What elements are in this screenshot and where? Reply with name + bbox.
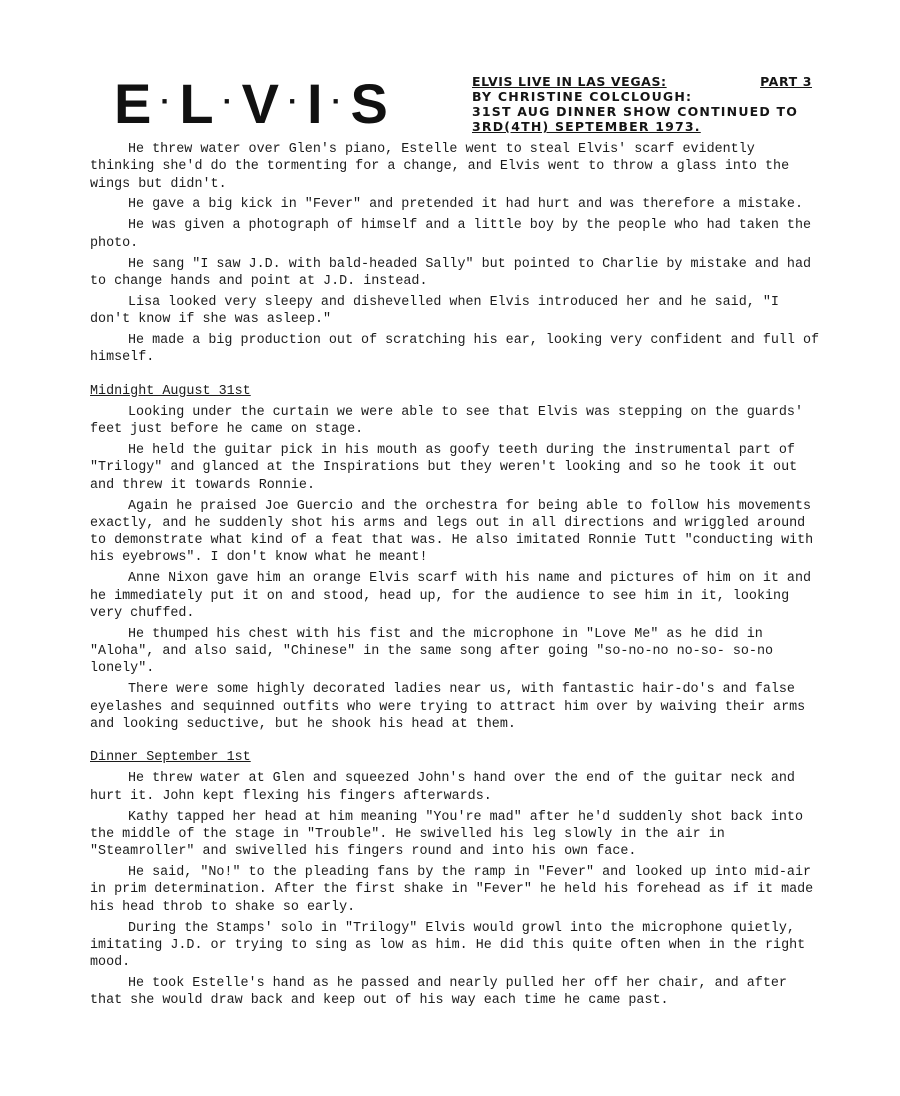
- article-title: ELVIS LIVE IN LAS VEGAS:: [472, 74, 667, 89]
- elvis-logo: [112, 72, 391, 135]
- paragraph: Anne Nixon gave him an orange Elvis scarf with his name and pictures of him on it and he immediately put it on and stood, head up, for the audience to see him in it, looking very chuffed.: [90, 571, 812, 621]
- paragraph: He sang "I saw J.D. with bald-headed Sally" but pointed to Charlie by mistake and had to change hands and point at J.D. instead.: [90, 256, 812, 289]
- paragraph: Looking under the curtain we were able to see that Elvis was stepping on the guards' feet just before he came on stage.: [90, 404, 803, 438]
- article-date: 3RD(4TH) SEPTEMBER 1973.: [472, 119, 701, 134]
- logo-letter: V: [241, 72, 280, 135]
- paragraph: He was given a photograph of himself and a little boy by the people who had taken the photo.: [90, 218, 812, 251]
- paragraph: Kathy tapped her head at him meaning "You're mad" after he'd suddenly shot back into the middle of the stage in "Trouble". He swivelled his leg slowly in the air in "Steamroller" and swivelled his fingers round and into his own face.: [90, 809, 803, 860]
- paragraph: He said, "No!" to the pleading fans by the ramp in "Fever" and looked up into mid-air in prim determination. After the first shake in "Fever" he held his forehead as if it made his head throb to shake so early.: [90, 865, 814, 915]
- article-title-line: [472, 74, 812, 89]
- paragraph: During the Stamps' solo in "Trilogy" Elvis would growl into the microphone quietly, imitating J.D. or trying to sing as low as him. He did this quite often when in the right mood.: [90, 920, 806, 971]
- article-byline: BY CHRISTINE COLCLOUGH:: [472, 89, 693, 104]
- paragraph: He threw water at Glen and squeezed John's hand over the end of the guitar neck and hurt it. John kept flexing his fingers afterwards.: [90, 771, 795, 804]
- paragraph: There were some highly decorated ladies near us, with fantastic hair-do's and false eyelashes and sequinned outfits who were trying to attract him over by waiving their arms and looking seductive, but he shook his head at them.: [90, 682, 806, 732]
- logo-letter: E: [114, 72, 153, 135]
- paragraph: He took Estelle's hand as he passed and nearly pulled her off her chair, and after that she would draw back and keep out of his way each time he came past.: [90, 976, 787, 1009]
- paragraph: He gave a big kick in "Fever" and pretended it had hurt and was therefore a mistake.: [128, 197, 803, 213]
- section-heading-midnight: Midnight August 31st: [90, 383, 251, 399]
- logo-separator: ·: [160, 85, 172, 118]
- logo-letter: I: [306, 72, 324, 135]
- article-subtitle: 31ST AUG DINNER SHOW CONTINUED TO: [472, 104, 799, 119]
- paragraph: He threw water over Glen's piano, Estelle went to steal Elvis' scarf evidently thinking she'd do the tormenting for a change, and Elvis went to throw a glass into the wings but didn't.: [90, 142, 790, 192]
- logo-letter: L: [179, 72, 215, 135]
- paragraph: He thumped his chest with his fist and the microphone in "Love Me" as he did in "Aloha", and also said, "Chinese" in the same song after going "so-no-no no-so- so-no lonely".: [90, 626, 774, 677]
- logo-separator: ·: [222, 85, 234, 118]
- paragraph: He held the guitar pick in his mouth as goofy teeth during the instrumental part of "Trilogy" and glanced at the Inspirations but they weren't looking and so he took it out and threw it towards Ronnie.: [90, 443, 798, 493]
- masthead: [112, 70, 812, 134]
- logo-separator: ·: [331, 85, 343, 118]
- logo-separator: ·: [287, 85, 299, 118]
- logo-letter: S: [350, 72, 389, 135]
- article-header: [472, 74, 812, 134]
- article-part: PART 3: [760, 74, 812, 89]
- section-heading-dinner: Dinner September 1st: [90, 750, 251, 766]
- paragraph: Lisa looked very sleepy and dishevelled when Elvis introduced her and he said, "I don't know if she was asleep.": [90, 294, 779, 328]
- paragraph: Again he praised Joe Guercio and the orchestra for being able to follow his movements exactly, and he suddenly shot his arms and legs out in all directions and wriggled around to demonstrate what kind of a feat that was. He also imitated Ronnie Tutt "conducting with his eyebrows". I don't know what he meant!: [90, 498, 814, 566]
- paragraph: He made a big production out of scratching his ear, looking very confident and full of himself.: [90, 332, 820, 366]
- article-body: [90, 141, 820, 1013]
